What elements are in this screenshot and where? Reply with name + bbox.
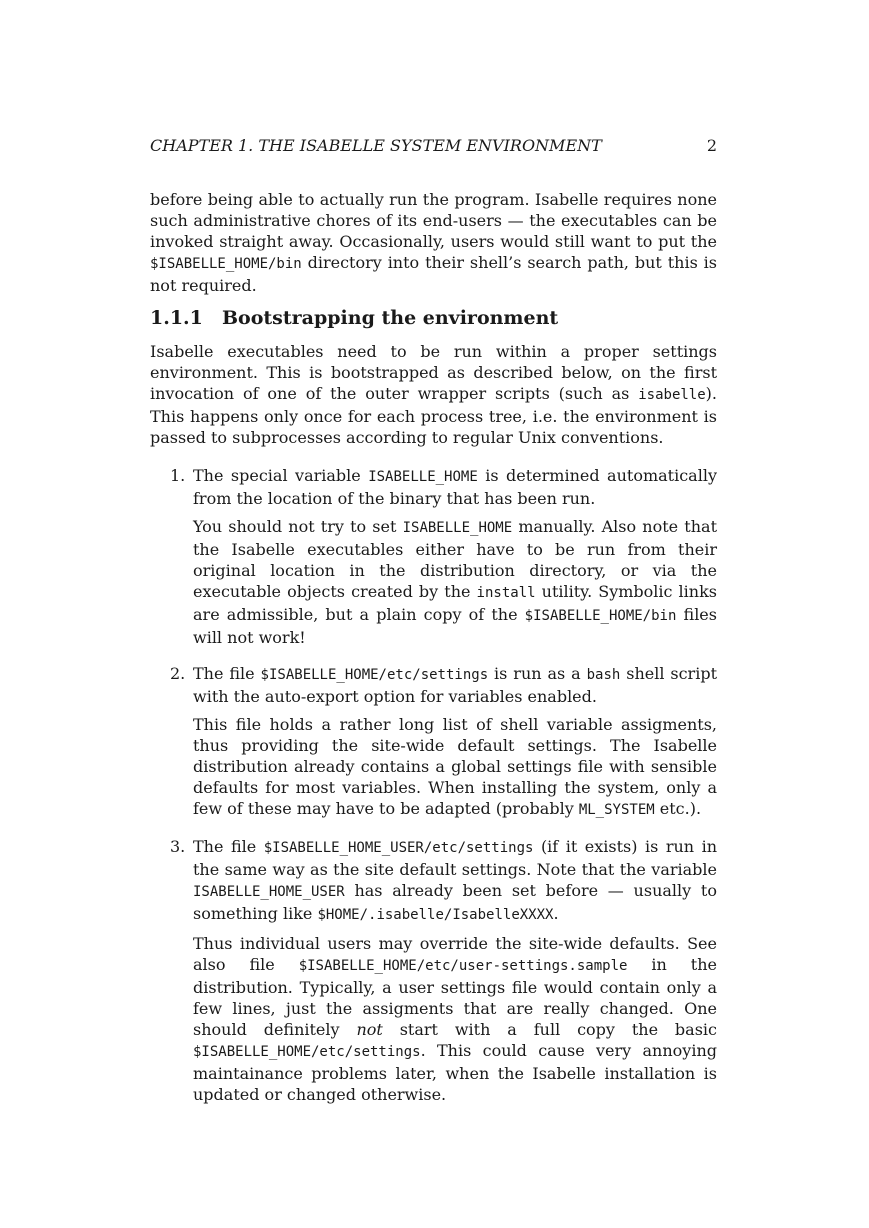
- list-paragraph: You should not try to set ISABELLE_HOME manually. Also note that the Isabelle executables either have to be run from their original location in the distribution directory, or via the executable objects created by the install utility. Symbolic links are admissible, but a plain copy of the $ISABELLE_HOME/bin files will not work!: [193, 517, 717, 647]
- code-span: bash: [586, 667, 621, 683]
- code-span: $ISABELLE_HOME/bin: [524, 608, 677, 624]
- list-paragraph: The special variable ISABELLE_HOME is determined automatically from the location of the binary that has been run.: [193, 466, 717, 508]
- list-paragraph: The file $ISABELLE_HOME_USER/etc/settings (if it exists) is run in the same way as the site default settings. Note that the variable ISABELLE_HOME_USER has already been set before — usually to something like $HOME/.isabelle/IsabelleXXXX.: [193, 837, 717, 923]
- code-span: $ISABELLE_HOME/etc/settings: [193, 1044, 421, 1060]
- intro-paragraph: before being able to actually run the program. Isabelle requires none such administrative chores of its end-users — the executables can be invoked straight away. Occasionally, users would still want to put the $ISABELLE_HOME/bin directory into their shell’s search path, but this is not required.: [150, 190, 717, 295]
- running-header: [150, 136, 717, 156]
- code-span: $HOME/.isabelle/IsabelleXXXX: [317, 907, 554, 923]
- code-span: ISABELLE_HOME: [368, 469, 478, 485]
- code-span: install: [476, 585, 536, 601]
- list-item: [150, 836, 717, 1105]
- code-span: $ISABELLE_HOME/bin: [150, 256, 302, 272]
- code-span: isabelle: [638, 387, 706, 403]
- list-marker: 3.: [170, 837, 186, 856]
- list-paragraph: The file $ISABELLE_HOME/etc/settings is run as a bash shell script with the auto-export option for variables enabled.: [193, 664, 717, 706]
- section-number: 1.1.1: [150, 307, 203, 329]
- code-span: ML_SYSTEM: [578, 802, 655, 818]
- enumerated-list: [150, 465, 717, 1120]
- list-item: [150, 465, 717, 648]
- code-span: ISABELLE_HOME: [402, 520, 513, 536]
- emphasis: not: [356, 1020, 383, 1039]
- page-number: 2: [706, 136, 717, 155]
- section-paragraph: Isabelle executables need to be run within a proper settings environment. This is bootstrapped as described below, on the first invocation of one of the outer wrapper scripts (such as isabelle). This happens only once for each process tree, i.e. the environment is passed to subprocesses according to regular Unix conventions.: [150, 342, 717, 447]
- list-item: [150, 663, 717, 821]
- list-marker: 2.: [170, 664, 186, 683]
- list-paragraph: This file holds a rather long list of shell variable assigments, thus providing the site-wide default settings. The Isabelle distribution already contains a global settings file with sensible defaults for most variables. When installing the system, only a few of these may have to be adapted (probably ML_SYSTEM etc.).: [193, 715, 717, 818]
- code-span: $ISABELLE_HOME_USER/etc/settings: [263, 840, 534, 856]
- chapter-title: CHAPTER 1. THE ISABELLE SYSTEM ENVIRONMENT: [150, 136, 602, 155]
- code-span: $ISABELLE_HOME/etc/settings: [260, 667, 489, 683]
- code-span: $ISABELLE_HOME/etc/user-settings.sample: [298, 958, 628, 974]
- list-paragraph: Thus individual users may override the site-wide defaults. See also file $ISABELLE_HOME/etc/user-settings.sample in the distribution. Typically, a user settings file would contain only a few lines, just the assigments that are really changed. One should definitely not start with a full copy the basic $ISABELLE_HOME/etc/settings. This could cause very annoying maintainance problems later, when the Isabelle installation is updated or changed otherwise.: [193, 934, 717, 1104]
- section-title: Bootstrapping the environment: [222, 307, 559, 329]
- list-marker: 1.: [170, 466, 186, 485]
- section-heading: [150, 307, 717, 329]
- code-span: ISABELLE_HOME_USER: [193, 884, 345, 900]
